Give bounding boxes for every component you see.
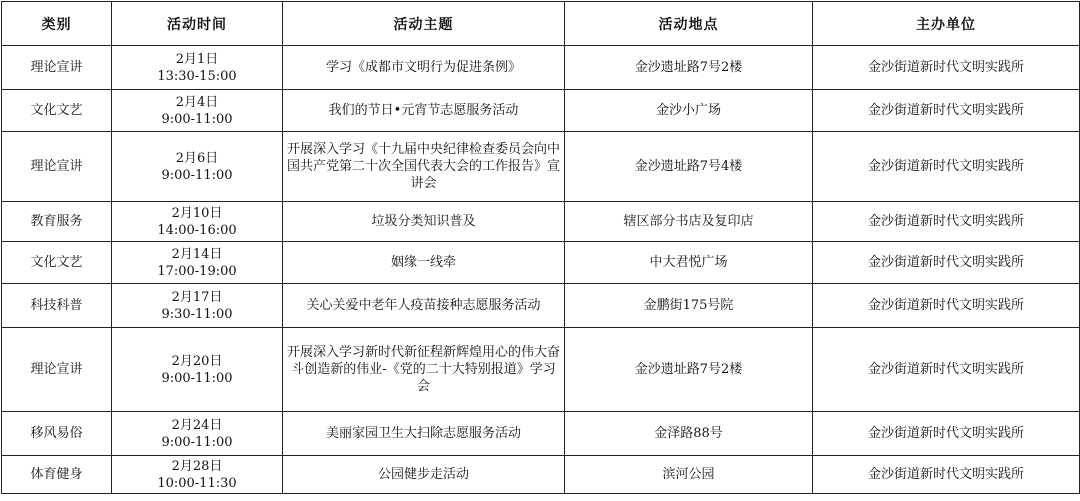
table-row bbox=[2, 328, 1080, 412]
category-cell: 移风易俗 bbox=[2, 412, 112, 456]
date-text: 2月28日 bbox=[171, 458, 223, 474]
time-cell bbox=[112, 46, 283, 90]
organizer-cell: 金沙街道新时代文明实践所 bbox=[813, 456, 1080, 494]
theme-cell: 关心关爱中老年人疫苗接种志愿服务活动 bbox=[283, 284, 565, 328]
table-header-row bbox=[2, 2, 1080, 46]
time-range-text: 17:00-19:00 bbox=[157, 263, 237, 279]
category-cell: 理论宣讲 bbox=[2, 132, 112, 202]
theme-cell: 垃圾分类知识普及 bbox=[283, 202, 565, 242]
location-cell: 金沙遗址路7号2楼 bbox=[565, 328, 813, 412]
time-cell bbox=[112, 90, 283, 132]
table-row bbox=[2, 284, 1080, 328]
date-text: 2月10日 bbox=[171, 205, 223, 221]
date-text: 2月6日 bbox=[175, 150, 219, 166]
organizer-cell: 金沙街道新时代文明实践所 bbox=[813, 90, 1080, 132]
location-cell: 滨河公园 bbox=[565, 456, 813, 494]
table-row bbox=[2, 412, 1080, 456]
organizer-cell: 金沙街道新时代文明实践所 bbox=[813, 328, 1080, 412]
time-cell bbox=[112, 284, 283, 328]
date-text: 2月4日 bbox=[175, 94, 219, 110]
theme-cell: 开展深入学习新时代新征程新辉煌用心的伟大奋斗创造新的伟业-《党的二十大特别报道》学习会 bbox=[283, 328, 565, 412]
date-text: 2月1日 bbox=[175, 51, 219, 67]
time-range-text: 9:00-11:00 bbox=[161, 167, 233, 183]
organizer-cell: 金沙街道新时代文明实践所 bbox=[813, 242, 1080, 284]
table-row bbox=[2, 46, 1080, 90]
theme-cell: 学习《成都市文明行为促进条例》 bbox=[283, 46, 565, 90]
date-text: 2月20日 bbox=[171, 353, 223, 369]
time-cell bbox=[112, 328, 283, 412]
time-range-text: 9:00-11:00 bbox=[161, 434, 233, 450]
organizer-cell: 金沙街道新时代文明实践所 bbox=[813, 46, 1080, 90]
header-organizer: 主办单位 bbox=[813, 2, 1080, 46]
table-row bbox=[2, 242, 1080, 284]
header-location: 活动地点 bbox=[565, 2, 813, 46]
date-text: 2月17日 bbox=[171, 289, 223, 305]
theme-cell: 公园健步走活动 bbox=[283, 456, 565, 494]
header-category: 类别 bbox=[2, 2, 112, 46]
time-range-text: 10:00-11:30 bbox=[157, 475, 237, 491]
location-cell: 辖区部分书店及复印店 bbox=[565, 202, 813, 242]
table-row bbox=[2, 132, 1080, 202]
table-row bbox=[2, 202, 1080, 242]
location-cell: 金沙小广场 bbox=[565, 90, 813, 132]
category-cell: 体育健身 bbox=[2, 456, 112, 494]
category-cell: 教育服务 bbox=[2, 202, 112, 242]
location-cell: 金鹏街175号院 bbox=[565, 284, 813, 328]
theme-cell: 美丽家园卫生大扫除志愿服务活动 bbox=[283, 412, 565, 456]
time-cell bbox=[112, 132, 283, 202]
time-range-text: 14:00-16:00 bbox=[157, 222, 237, 238]
location-cell: 金沙遗址路7号2楼 bbox=[565, 46, 813, 90]
theme-cell: 我们的节日•元宵节志愿服务活动 bbox=[283, 90, 565, 132]
time-cell bbox=[112, 456, 283, 494]
category-cell: 文化文艺 bbox=[2, 242, 112, 284]
time-cell bbox=[112, 412, 283, 456]
organizer-cell: 金沙街道新时代文明实践所 bbox=[813, 202, 1080, 242]
time-cell bbox=[112, 202, 283, 242]
time-range-text: 9:00-11:00 bbox=[161, 111, 233, 127]
organizer-cell: 金沙街道新时代文明实践所 bbox=[813, 284, 1080, 328]
category-cell: 理论宣讲 bbox=[2, 46, 112, 90]
time-cell bbox=[112, 242, 283, 284]
header-theme: 活动主题 bbox=[283, 2, 565, 46]
date-text: 2月14日 bbox=[171, 246, 223, 262]
date-text: 2月24日 bbox=[171, 417, 223, 433]
category-cell: 理论宣讲 bbox=[2, 328, 112, 412]
header-time: 活动时间 bbox=[112, 2, 283, 46]
location-cell: 中大君悦广场 bbox=[565, 242, 813, 284]
category-cell: 科技科普 bbox=[2, 284, 112, 328]
location-cell: 金泽路88号 bbox=[565, 412, 813, 456]
category-cell: 文化文艺 bbox=[2, 90, 112, 132]
organizer-cell: 金沙街道新时代文明实践所 bbox=[813, 412, 1080, 456]
theme-cell: 姻缘一线牵 bbox=[283, 242, 565, 284]
time-range-text: 13:30-15:00 bbox=[157, 68, 237, 84]
time-range-text: 9:30-11:00 bbox=[161, 306, 233, 322]
theme-cell: 开展深入学习《十九届中央纪律检查委员会向中国共产党第二十次全国代表大会的工作报告》宣讲会 bbox=[283, 132, 565, 202]
table-body bbox=[2, 46, 1080, 494]
organizer-cell: 金沙街道新时代文明实践所 bbox=[813, 132, 1080, 202]
activity-schedule-table bbox=[1, 1, 1080, 494]
table-row bbox=[2, 90, 1080, 132]
location-cell: 金沙遗址路7号4楼 bbox=[565, 132, 813, 202]
table-row bbox=[2, 456, 1080, 494]
time-range-text: 9:00-11:00 bbox=[161, 370, 233, 386]
